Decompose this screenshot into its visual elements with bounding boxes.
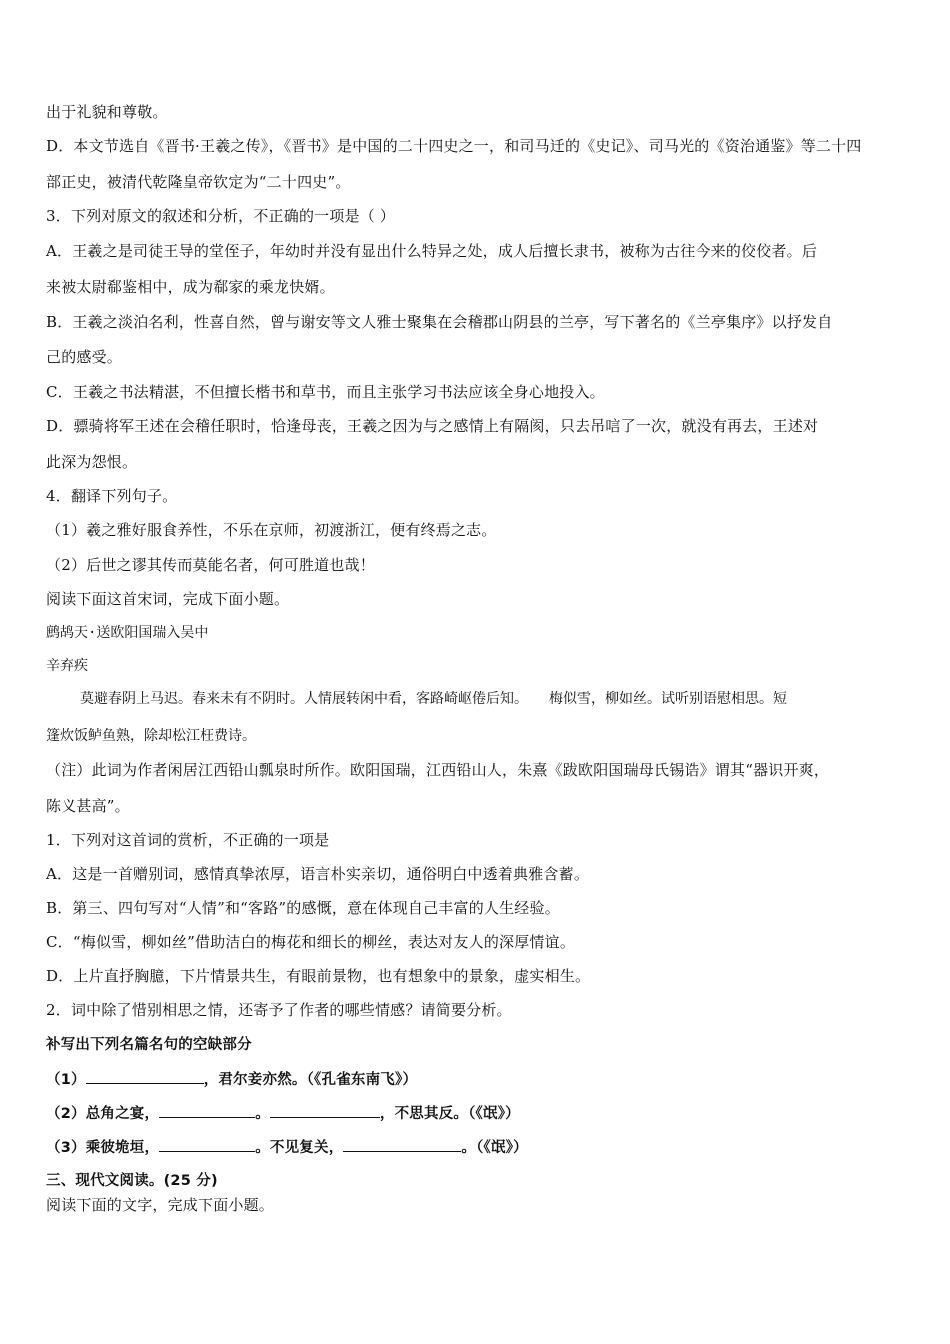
option-d-line: D．上片直抒胸臆，下片情景共生，有眼前景物，也有想象中的景象，虚实相生。 (46, 967, 591, 985)
item-text: （2）总角之宴， (46, 1106, 160, 1122)
text-line: 出于礼貌和尊敬。 (46, 103, 168, 121)
answer-blank[interactable] (86, 1069, 204, 1084)
question-3: 3．下列对原文的叙述和分析，不正确的一项是（ ） (46, 207, 396, 225)
item-text: ，君尔妾亦然。（《孔雀东南飞》） (203, 1072, 418, 1088)
fill-blank-item-1 (46, 1069, 908, 1090)
item-text: 。 (255, 1106, 270, 1122)
question-2: 2．词中除了惜别相思之情，还寄予了作者的哪些情感？请简要分析。 (46, 1001, 512, 1019)
option-b-line: B．王羲之淡泊名利，性喜自然，曾与谢安等文人雅士聚集在会稽郡山阴县的兰亭，写下著名的《兰亭集序》以抒发自 (46, 313, 833, 331)
text-line: 部正史，被清代乾隆皇帝钦定为“二十四史”。 (46, 173, 351, 191)
fill-blank-heading: 补写出下列名篇名句的空缺部分 (46, 1037, 252, 1053)
question-1: 1．下列对这首词的赏析，不正确的一项是 (46, 831, 330, 849)
poem-title: 鹧鸪天·送欧阳国瑞入吴中 (46, 625, 209, 641)
option-d-line: D．骠骑将军王述在会稽任职时，恰逢母丧，王羲之因为与之感情上有隔阂，只去吊唁了一次，就没有再去，王述对 (46, 417, 819, 435)
translate-sentence-1: （1）羲之雅好服食养性，不乐在京师，初渡浙江，便有终焉之志。 (46, 521, 497, 539)
item-text: 。（《氓》） (461, 1140, 528, 1156)
item-text: ，不思其反。（《氓》） (379, 1106, 520, 1122)
section-intro: 阅读下面的文字，完成下面小题。 (46, 1196, 275, 1214)
answer-blank[interactable] (159, 1103, 255, 1118)
poem-author: 辛弃疾 (46, 658, 88, 674)
item-text: 。不见复关， (255, 1140, 344, 1156)
option-d-line: D．本文节选自《晋书·王羲之传》，《晋书》是中国的二十四史之一，和司马迁的《史记》、司马光的《资治通鉴》等二十四 (46, 137, 862, 155)
option-b-line: B．第三、四句写对“人情”和“客路”的感慨，意在体现自己丰富的人生经验。 (46, 899, 560, 917)
question-4: 4．翻译下列句子。 (46, 487, 178, 505)
poem-note: （注）此词为作者闲居江西铅山瓢泉时所作。欧阳国瑞，江西铅山人，朱熹《跋欧阳国瑞母氏锡诰》谓其“器识开爽， (46, 761, 830, 779)
text-line: 陈义甚高”。 (46, 797, 130, 815)
item-text: （3）乘彼垝垣， (46, 1140, 160, 1156)
section-heading: 三、现代文阅读。(25 分) (46, 1173, 218, 1189)
text-line: 此深为怨恨。 (46, 453, 138, 471)
poem-body-line: 莫避春阴上马迟。春来未有不阴时。人情展转闲中看，客路崎岖倦后知。 梅似雪，柳如丝。试听别语慰相思。短 (80, 691, 787, 707)
option-a-line: A．这是一首赠别词，感情真挚浓厚，语言朴实亲切，通俗明白中透着典雅含蓄。 (46, 865, 590, 883)
answer-blank[interactable] (343, 1137, 461, 1152)
option-c-line: C．王羲之书法精湛，不但擅长楷书和草书，而且主张学习书法应该全身心地投入。 (46, 383, 605, 401)
text-line: 己的感受。 (46, 348, 123, 366)
poem-body-line: 篷炊饭鲈鱼熟，除却松江枉费诗。 (46, 728, 256, 744)
option-a-line: A．王羲之是司徒王导的堂侄子，年幼时并没有显出什么特异之处，成人后擅长隶书，被称为古往今来的佼佼者。后 (46, 242, 818, 260)
text-line: 来被太尉郗鉴相中，成为郗家的乘龙快婿。 (46, 278, 335, 296)
section-intro: 阅读下面这首宋词，完成下面小题。 (46, 590, 290, 608)
fill-blank-item-2 (46, 1103, 908, 1124)
translate-sentence-2: （2）后世之谬其传而莫能名者，何可胜道也哉！ (46, 556, 375, 574)
option-c-line: C．“梅似雪，柳如丝”借助洁白的梅花和细长的柳丝，表达对友人的深厚情谊。 (46, 933, 576, 951)
fill-blank-item-3 (46, 1137, 908, 1158)
answer-blank[interactable] (270, 1103, 380, 1118)
answer-blank[interactable] (159, 1137, 255, 1152)
item-text: （1） (46, 1072, 86, 1088)
